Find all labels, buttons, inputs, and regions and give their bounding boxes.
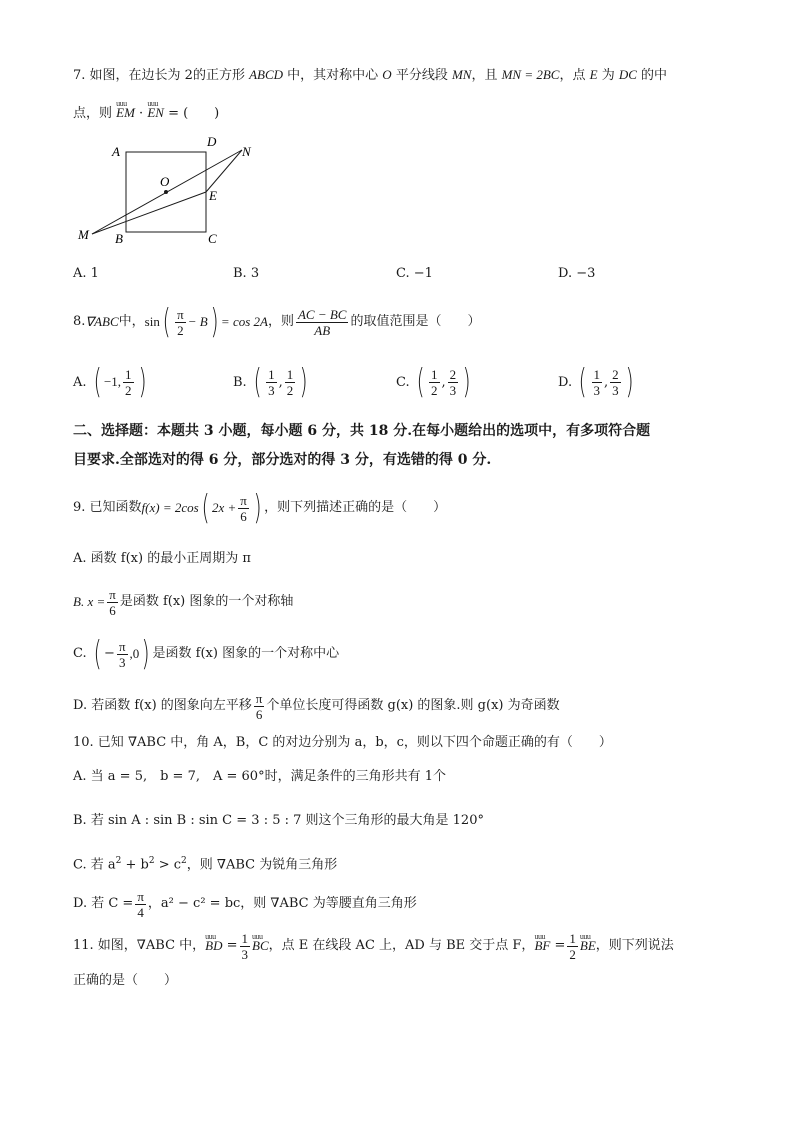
q11-stem-line1: 11. 如图，∇ABC 中， uuu BD = $\frac{1}{3}$ uuu BC ，点 E 在线段 AC 上，AD 与 BE 交于点 F， uuu BF = $\frac{1}{2}$ uuu BE ，则下列说法 <box>73 926 674 966</box>
q9-option-d[interactable]: D. 若函数 f(x) 的图象向左平移 $\frac{\pi}{6}$ 个单位长度可得函数 g(x) 的图象.则 g(x) 为奇函数 <box>73 690 560 722</box>
label-c: C <box>208 231 217 246</box>
q7-figure <box>70 132 270 252</box>
label-o: O <box>160 174 170 189</box>
q7-option-a[interactable]: A. 1 <box>73 266 99 281</box>
q8-option-d[interactable]: D. ( $\frac{1}{3}$ , $\frac{2}{3}$ ) <box>558 362 634 402</box>
section2-heading-line2: 目要求.全部选对的得 6 分，部分选对的得 3 分，有选错的得 0 分. <box>73 452 492 468</box>
q10-option-d[interactable]: D. 若 C = $\frac{\pi}{4}$ ，a² − c² = bc，则 ∇ABC 为等腰直角三角形 <box>73 888 417 920</box>
q9-option-b[interactable]: B. x = $\frac{\pi}{6}$ 是函数 f(x) 图象的一个对称轴 <box>73 586 294 618</box>
q8-option-c[interactable]: C. ( $\frac{1}{2}$ , $\frac{2}{3}$ ) <box>396 362 471 402</box>
q10-stem: 10. 已知 ∇ABC 中，角 A，B，C 的对边分别为 a，b，c，则以下四个命题正确的有（ ） <box>73 735 612 750</box>
section2-heading-line1: 二、选择题：本题共 3 小题，每小题 6 分，共 18 分.在每小题给出的选项中，有多项符合题 <box>73 423 651 439</box>
segment-me <box>92 192 206 234</box>
label-m: M <box>78 227 89 242</box>
label-n: N <box>242 144 251 159</box>
label-e: E <box>209 188 217 203</box>
q7-option-c[interactable]: C. −1 <box>396 266 433 281</box>
q7-stem-line2: 点，则 uuu EM · uuu EN = ( ) <box>73 104 219 123</box>
q8-option-b[interactable]: B. ( $\frac{1}{3}$ , $\frac{1}{2}$ ) <box>233 362 308 402</box>
q9-option-c[interactable]: C. ( − $\frac{\pi}{3}$ ,0 ) 是函数 f(x) 图象的一个对称中心 <box>73 634 340 674</box>
label-a: A <box>112 144 120 159</box>
q9-stem: 9. 已知函数 f(x) = 2cos ( 2x + $\frac{\pi}{6}$ ) ，则下列描述正确的是（ ） <box>73 488 447 528</box>
q11-stem-line2: 正确的是（ ） <box>73 973 178 988</box>
q9-option-a[interactable]: A. 函数 f(x) 的最小正周期为 π <box>73 551 251 566</box>
q7-option-d[interactable]: D. −3 <box>558 266 596 281</box>
q8-stem: 8. ∇ABC 中， sin ( $\frac{\pi}{2}$ − B ) = cos 2A ，则 $\frac{AC - BC}{AB}$ 的取值范围是（ ） <box>73 302 481 342</box>
label-d: D <box>207 134 217 149</box>
q7-option-b[interactable]: B. 3 <box>233 266 260 281</box>
q10-option-a[interactable]: A. 当 a = 5, b = 7, A = 60°时，满足条件的三角形共有 1个 <box>73 769 446 784</box>
label-b: B <box>115 231 123 246</box>
point-o <box>164 190 168 194</box>
q7-stem-line1: 7. 如图，在边长为 2的正方形 ABCD 中，其对称中心 O 平分线段 MN，且 MN = 2BC，点 E 为 DC 的中 <box>73 67 668 83</box>
segment-en <box>206 150 242 192</box>
q10-option-b[interactable]: B. 若 sin A : sin B : sin C = 3 : 5 : 7 则这个三角形的最大角是 120° <box>73 813 484 828</box>
q10-option-c[interactable]: C. 若 $a^2 + b^2 > c^2$，则 ∇ABC 为锐角三角形 <box>73 856 338 873</box>
q8-option-a[interactable]: A. ( −1, $\frac{1}{2}$ ) <box>73 362 147 402</box>
